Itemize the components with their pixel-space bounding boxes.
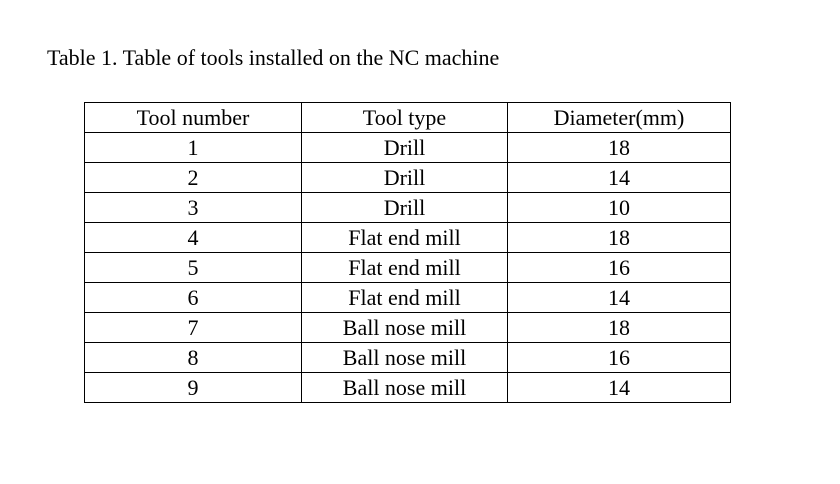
diameter-cell: 14: [508, 283, 731, 313]
tool-type-cell: Flat end mill: [302, 253, 508, 283]
header-tool-number: Tool number: [85, 103, 302, 133]
table-header-row: [85, 103, 731, 133]
tool-number-cell: 4: [85, 223, 302, 253]
tool-type-cell: Ball nose mill: [302, 373, 508, 403]
tool-number-cell: 8: [85, 343, 302, 373]
tools-table: [84, 102, 731, 403]
table-row: [85, 313, 731, 343]
tool-number-cell: 6: [85, 283, 302, 313]
table-caption: Table 1. Table of tools installed on the NC machine: [47, 45, 500, 70]
diameter-cell: 10: [508, 193, 731, 223]
tool-number-cell: 3: [85, 193, 302, 223]
table-row: [85, 193, 731, 223]
diameter-cell: 16: [508, 253, 731, 283]
diameter-cell: 18: [508, 223, 731, 253]
header-tool-type: Tool type: [302, 103, 508, 133]
table-row: [85, 133, 731, 163]
tool-type-cell: Drill: [302, 163, 508, 193]
diameter-cell: 16: [508, 343, 731, 373]
tool-type-cell: Drill: [302, 133, 508, 163]
table-row: [85, 283, 731, 313]
tool-number-cell: 7: [85, 313, 302, 343]
tool-type-cell: Drill: [302, 193, 508, 223]
diameter-cell: 18: [508, 133, 731, 163]
table-row: [85, 343, 731, 373]
table-row: [85, 373, 731, 403]
diameter-cell: 14: [508, 373, 731, 403]
tool-type-cell: Ball nose mill: [302, 313, 508, 343]
diameter-cell: 18: [508, 313, 731, 343]
diameter-cell: 14: [508, 163, 731, 193]
tool-type-cell: Ball nose mill: [302, 343, 508, 373]
header-diameter: Diameter(mm): [508, 103, 731, 133]
tool-number-cell: 1: [85, 133, 302, 163]
table-row: [85, 163, 731, 193]
table-row: [85, 223, 731, 253]
tool-number-cell: 2: [85, 163, 302, 193]
tool-number-cell: 5: [85, 253, 302, 283]
tool-number-cell: 9: [85, 373, 302, 403]
tool-type-cell: Flat end mill: [302, 223, 508, 253]
table-row: [85, 253, 731, 283]
tool-type-cell: Flat end mill: [302, 283, 508, 313]
